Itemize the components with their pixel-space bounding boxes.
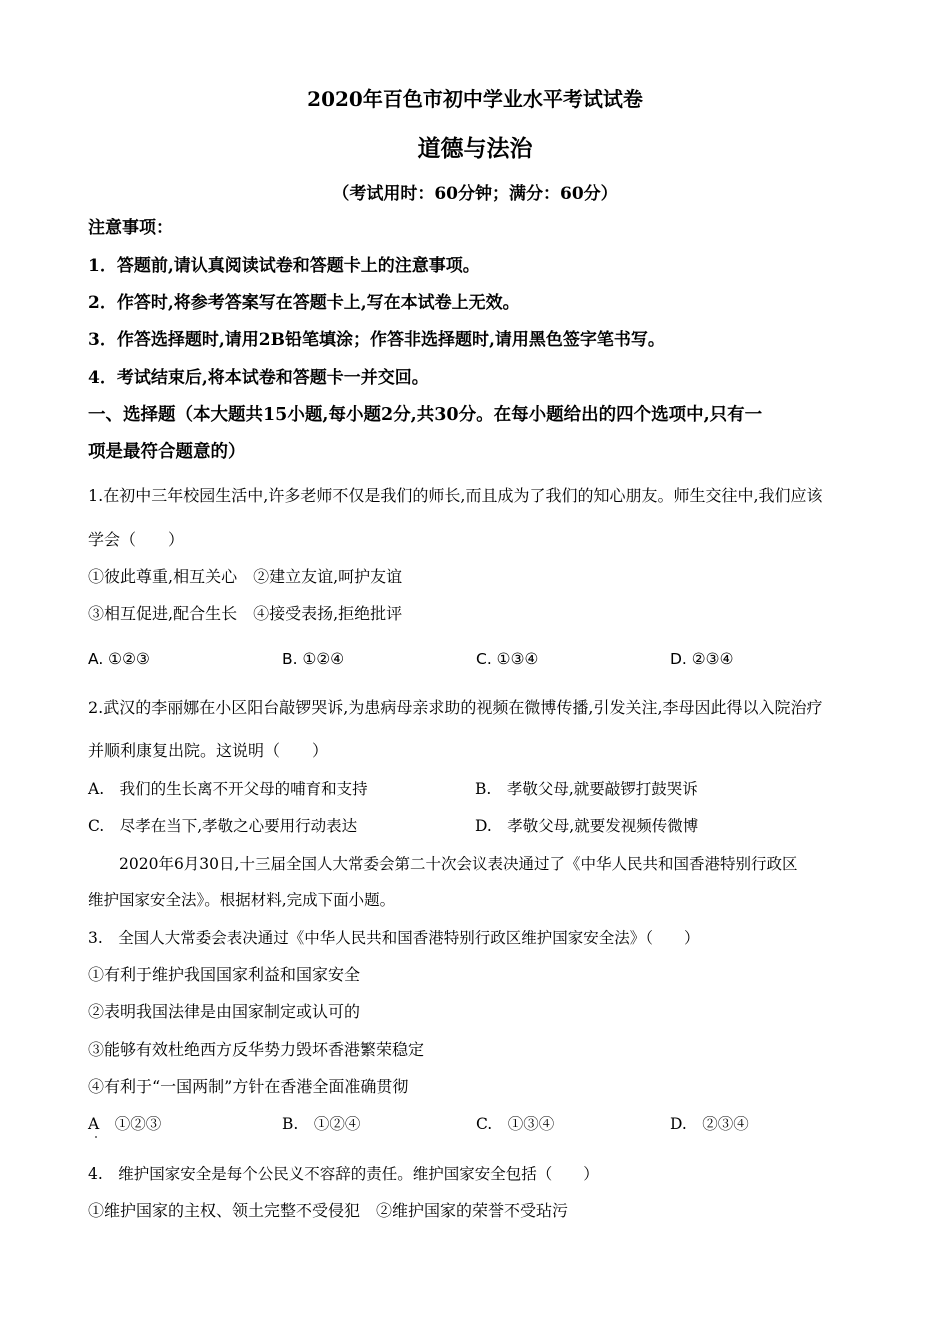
q3-choice-4: ④有利于“一国两制”方针在香港全面准确贯彻 (88, 1077, 409, 1096)
q4-stem: 4. 维护国家安全是每个公民义不容辞的责任。维护国家安全包括（ ） (88, 1165, 599, 1183)
q1-choice-line-1: ①彼此尊重,相互关心 ②建立友谊,呵护友谊 (88, 567, 403, 586)
q3-option-a: A ①②③ (88, 1115, 162, 1133)
q1-choice-line-2: ③相互促进,配合生长 ④接受表扬,拒绝批评 (88, 604, 403, 623)
subject-title: 道德与法治 (417, 135, 533, 162)
q3-option-b: B. ①②④ (282, 1115, 361, 1133)
q1-option-d: D. ②③④ (670, 650, 734, 668)
q3-choice-2: ②表明我国法律是由国家制定或认可的 (88, 1002, 361, 1021)
q4-choice-line-1: ①维护国家的主权、领土完整不受侵犯 ②维护国家的荣誉不受玷污 (88, 1201, 569, 1220)
notice-item-4: 4．考试结束后,将本试卷和答题卡一并交回。 (88, 368, 429, 388)
material-line-1: 2020年6月30日,十三届全国人大常委会第二十次会议表决通过了《中华人民共和国香港特别行政区 (119, 855, 798, 873)
section-heading-line-2: 项是最符合题意的） (88, 442, 246, 462)
stray-dot-mark (95, 1136, 97, 1138)
notice-item-2: 2．作答时,将参考答案写在答题卡上,写在本试卷上无效。 (88, 293, 520, 313)
q1-stem-line-1: 1.在初中三年校园生活中,许多老师不仅是我们的师长,而且成为了我们的知心朋友。师生交往中,我们应该 (88, 486, 823, 505)
q3-option-c: C. ①③④ (476, 1115, 555, 1133)
notice-item-3: 3．作答选择题时,请用2B铅笔填涂；作答非选择题时,请用黑色签字笔书写。 (88, 330, 665, 350)
notice-heading: 注意事项： (88, 218, 173, 238)
q3-choice-1: ①有利于维护我国国家利益和国家安全 (88, 965, 361, 984)
q3-option-d: D. ②③④ (670, 1115, 749, 1133)
q2-option-d: D. 孝敬父母,就要发视频传微博 (475, 817, 699, 835)
section-heading-line-1: 一、选择题（本大题共15小题,每小题2分,共30分。在每小题给出的四个选项中,只有一 (88, 405, 763, 425)
q3-choice-3: ③能够有效杜绝西方反华势力毁坏香港繁荣稳定 (88, 1040, 425, 1059)
exam-title: 2020年百色市初中学业水平考试试卷 (307, 87, 643, 111)
q2-option-b: B. 孝敬父母,就要敲锣打鼓哭诉 (475, 780, 698, 798)
notice-item-1: 1．答题前,请认真阅读试卷和答题卡上的注意事项。 (88, 256, 480, 276)
q1-stem-line-2: 学会（ ） (88, 530, 185, 549)
q2-option-c: C. 尽孝在当下,孝敬之心要用行动表达 (88, 817, 358, 835)
q1-option-c: C. ①③④ (476, 650, 539, 668)
material-line-2: 维护国家安全法》。根据材料,完成下面小题。 (88, 891, 396, 909)
q2-stem-line-2: 并顺利康复出院。这说明（ ） (88, 741, 329, 760)
q1-option-a: A. ①②③ (88, 650, 150, 668)
q2-stem-line-1: 2.武汉的李丽娜在小区阳台敲锣哭诉,为患病母亲求助的视频在微博传播,引发关注,李母因此得以入院治疗 (88, 698, 823, 717)
q2-option-a: A. 我们的生长离不开父母的哺育和支持 (88, 780, 368, 798)
q3-stem: 3. 全国人大常委会表决通过《中华人民共和国香港特别行政区维护国家安全法》（ ） (88, 929, 700, 947)
q1-option-b: B. ①②④ (282, 650, 345, 668)
exam-info: （考试用时：60分钟；满分：60分） (332, 184, 618, 204)
